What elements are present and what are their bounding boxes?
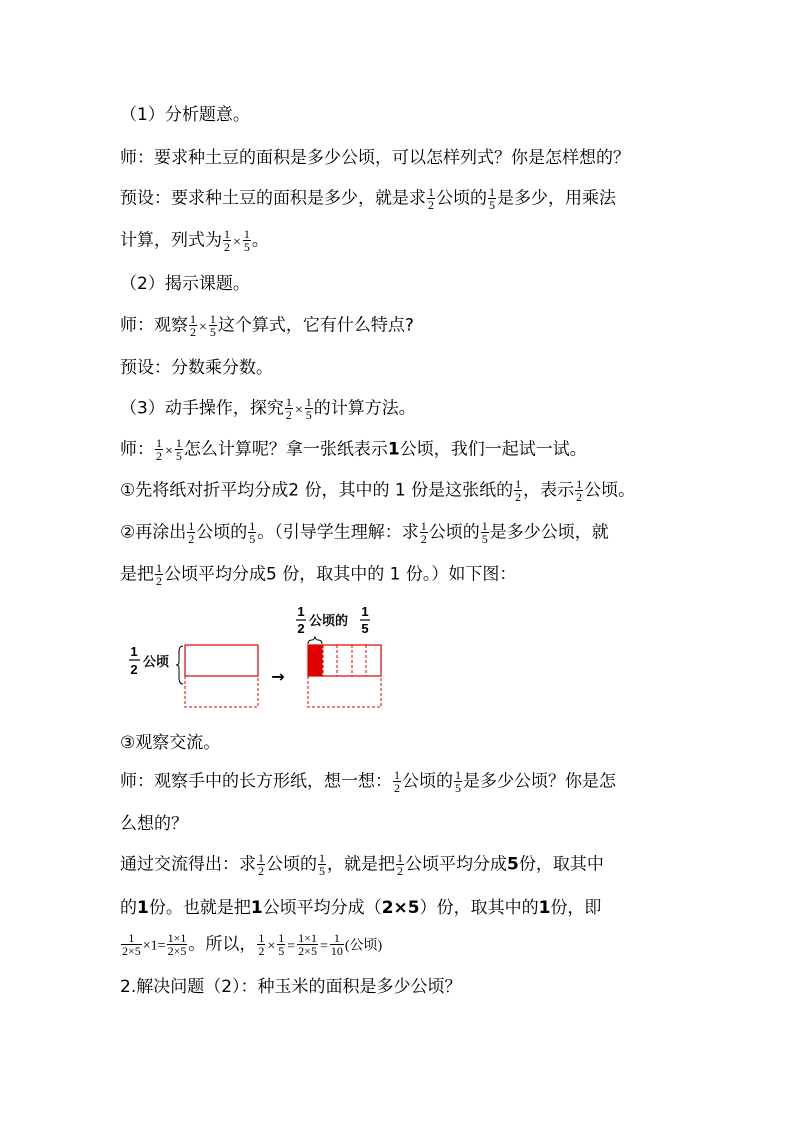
text: ）份，取其中的 bbox=[419, 898, 539, 918]
unit-label: (公顷) bbox=[344, 938, 383, 954]
shaded-one-fifth bbox=[308, 645, 322, 676]
times-sign: × bbox=[294, 402, 303, 418]
preset-answer bbox=[120, 356, 273, 380]
teacher-question-4-cont bbox=[120, 812, 188, 836]
step-circle-3 bbox=[120, 731, 220, 755]
times-sign: × bbox=[267, 938, 276, 954]
top-fraction-den: 2 bbox=[297, 621, 305, 636]
text: ②再涂出 bbox=[120, 522, 187, 543]
denominator: 5 bbox=[249, 532, 256, 546]
numerator: 1 bbox=[258, 931, 265, 945]
numerator: 1 bbox=[249, 519, 256, 533]
numerator: 1 bbox=[397, 851, 403, 865]
fraction-1x1-over-2x5 bbox=[167, 932, 188, 957]
numerator: 1 bbox=[128, 931, 135, 945]
fraction-one-half bbox=[393, 769, 401, 794]
text: 公顷，我们一起试一试。 bbox=[399, 439, 587, 460]
numerator: 1 bbox=[489, 185, 495, 199]
text: 是多少公顷？你是怎 bbox=[463, 771, 616, 792]
numerator: 1 bbox=[258, 851, 264, 865]
bold-expression: 2×5 bbox=[381, 898, 420, 918]
top-fraction-num: 1 bbox=[297, 604, 305, 619]
top-label: 公顷的 bbox=[309, 614, 349, 629]
numerator: 1 bbox=[285, 395, 292, 409]
text: 是多少公顷，就 bbox=[489, 522, 609, 543]
text: 。所以， bbox=[188, 934, 257, 955]
equals-sign: = bbox=[287, 938, 296, 954]
text: 么想的？ bbox=[120, 814, 188, 834]
fraction-one-half bbox=[420, 520, 428, 545]
step-3-heading bbox=[120, 396, 416, 423]
bold-number: 1 bbox=[387, 439, 400, 460]
numerator: 1 bbox=[576, 477, 583, 491]
denominator: 2 bbox=[515, 490, 522, 504]
numerator: 1 bbox=[175, 436, 182, 450]
denominator: 5 bbox=[481, 532, 488, 546]
fraction-one-fifth bbox=[481, 520, 489, 545]
other-half-dashed-rect bbox=[185, 676, 258, 707]
text: 公顷的 bbox=[196, 522, 248, 543]
fraction-one-fifth bbox=[248, 520, 256, 545]
teacher-question-4 bbox=[120, 769, 616, 794]
left-fraction-den: 2 bbox=[130, 662, 138, 677]
numerator: 1 bbox=[305, 395, 312, 409]
step-circle-1 bbox=[120, 478, 635, 503]
half-sheet-rect bbox=[185, 645, 258, 676]
preset-line-2 bbox=[120, 228, 269, 255]
fraction-one-half bbox=[189, 313, 197, 338]
text: 公顷的 bbox=[402, 771, 453, 792]
fraction-one-fifth bbox=[277, 932, 285, 957]
denominator: 10 bbox=[330, 944, 343, 958]
denominator: 2×5 bbox=[298, 944, 317, 958]
denominator: 2 bbox=[258, 864, 264, 878]
step-circle-2 bbox=[120, 520, 609, 545]
denominator: 2 bbox=[394, 781, 400, 795]
text: 预设：分数乘分数。 bbox=[120, 358, 273, 378]
denominator: 2 bbox=[285, 408, 292, 422]
text: 公顷。 bbox=[584, 480, 636, 501]
text: 。 bbox=[251, 230, 269, 251]
denominator: 2 bbox=[156, 449, 162, 463]
fraction-one-tenth bbox=[330, 932, 344, 957]
numerator: 1 bbox=[420, 519, 427, 533]
fraction-one-half bbox=[187, 520, 195, 545]
numerator: 1 bbox=[188, 519, 195, 533]
teacher-question-2 bbox=[120, 313, 414, 340]
fraction-one-over-2x5 bbox=[121, 932, 142, 957]
text: 份。也就是把 bbox=[148, 898, 251, 918]
text: ，就是把 bbox=[327, 854, 395, 875]
denominator: 5 bbox=[455, 781, 461, 795]
bold-number: 1 bbox=[250, 898, 263, 918]
step-2-heading bbox=[120, 272, 250, 296]
text: 通过交流得出：求 bbox=[120, 854, 256, 875]
text: 2.解决问题（2）：种玉米的面积是多少公顷？ bbox=[120, 977, 462, 997]
numerator: 1 bbox=[209, 312, 216, 326]
fraction-one-half bbox=[396, 852, 404, 877]
denominator: 2×5 bbox=[122, 944, 141, 958]
numerator: 1 bbox=[428, 185, 434, 199]
text: 公顷平均分成5 份，取其中的 1 份。）如下图： bbox=[164, 564, 517, 585]
text: 公顷平均分成 bbox=[405, 854, 507, 875]
fraction-one-half bbox=[514, 478, 522, 503]
denominator: 2 bbox=[188, 532, 195, 546]
times-one-equals: ×1= bbox=[142, 938, 166, 954]
denominator: 2 bbox=[258, 944, 265, 958]
numerator: 1 bbox=[333, 931, 340, 945]
denominator: 2 bbox=[428, 198, 434, 212]
fraction-one-half bbox=[575, 478, 583, 503]
paper-folding-diagram bbox=[128, 600, 388, 720]
text: 预设：要求种土豆的面积是多少，就是求 bbox=[120, 188, 426, 209]
text: 公顷的 bbox=[436, 188, 487, 209]
numerator: 1 bbox=[278, 931, 285, 945]
other-half-dashed-rect-2 bbox=[308, 676, 381, 707]
times-sign: × bbox=[165, 443, 173, 459]
text: 份，即 bbox=[550, 898, 602, 918]
left-label: 公顷 bbox=[143, 655, 170, 670]
bold-number: 5 bbox=[507, 854, 519, 875]
numerator: 1 bbox=[190, 312, 196, 326]
denominator: 5 bbox=[175, 449, 182, 463]
right-arrow-icon: → bbox=[271, 667, 285, 686]
step-2-text: （2）揭示课题。 bbox=[120, 274, 250, 294]
denominator: 2×5 bbox=[167, 944, 187, 958]
teacher-question-3 bbox=[120, 437, 587, 464]
denominator: 2 bbox=[156, 574, 162, 588]
text: 的 bbox=[120, 898, 137, 918]
conclusion-line-1 bbox=[120, 852, 604, 877]
text: 这个算式，它有什么特点? bbox=[217, 315, 414, 336]
equals-sign: = bbox=[319, 938, 328, 954]
text: 师：观察手中的长方形纸，想一想： bbox=[120, 771, 392, 792]
fraction-one-fifth bbox=[454, 769, 462, 794]
times-sign: × bbox=[199, 319, 207, 335]
preset-line-1 bbox=[120, 186, 616, 211]
fraction-one-fifth bbox=[488, 186, 496, 211]
fraction-one-half bbox=[257, 852, 265, 877]
text: ③观察交流。 bbox=[120, 733, 221, 753]
denominator: 5 bbox=[209, 325, 216, 339]
denominator: 2 bbox=[576, 490, 583, 504]
text: 是把 bbox=[120, 564, 154, 585]
teacher-question-1-text: 师：要求种土豆的面积是多少公顷，可以怎样列式？你是怎样想的？ bbox=[120, 148, 630, 168]
text: 计算，列式为 bbox=[120, 230, 222, 251]
text: 公顷的 bbox=[266, 854, 317, 875]
denominator: 5 bbox=[243, 240, 250, 254]
bold-number: 1 bbox=[137, 898, 149, 918]
fraction-one-half bbox=[257, 932, 265, 957]
conclusion-line-2 bbox=[120, 896, 601, 920]
top-fraction2-num: 1 bbox=[361, 604, 369, 619]
numerator: 1 bbox=[515, 477, 522, 491]
teacher-question-1 bbox=[120, 146, 630, 170]
fraction-one-fifth bbox=[209, 313, 217, 338]
text: 公顷的 bbox=[428, 522, 480, 543]
left-fraction-num: 1 bbox=[130, 644, 138, 659]
denominator: 2 bbox=[420, 532, 427, 546]
fraction-one-half bbox=[285, 396, 293, 421]
text: 怎么计算呢？拿一张纸表示 bbox=[183, 439, 388, 460]
denominator: 5 bbox=[278, 944, 285, 958]
text: 份，取其中 bbox=[518, 854, 604, 875]
numerator: 1 bbox=[481, 519, 488, 533]
denominator: 5 bbox=[489, 198, 495, 212]
numerator: 1 bbox=[156, 436, 162, 450]
numerator: 1×1 bbox=[167, 931, 187, 945]
times-sign: × bbox=[233, 234, 241, 250]
fraction-1x1-over-2x5 bbox=[297, 932, 318, 957]
numerator: 1 bbox=[156, 561, 162, 575]
text: 师： bbox=[120, 439, 154, 460]
top-fraction2-den: 5 bbox=[361, 621, 369, 636]
text: 的计算方法。 bbox=[313, 398, 416, 419]
fraction-one-fifth bbox=[305, 396, 313, 421]
fraction-one-half bbox=[155, 437, 163, 462]
denominator: 2 bbox=[397, 864, 403, 878]
text: ，表示 bbox=[523, 480, 575, 501]
text: 。（引导学生理解：求 bbox=[257, 522, 419, 543]
numerator: 1 bbox=[319, 851, 325, 865]
fraction-one-fifth bbox=[175, 437, 183, 462]
text: 师：观察 bbox=[120, 315, 188, 336]
numerator: 1×1 bbox=[298, 931, 317, 945]
text: 是多少，用乘法 bbox=[497, 188, 616, 209]
problem-2-heading bbox=[120, 975, 462, 999]
denominator: 5 bbox=[305, 408, 312, 422]
top-brace bbox=[308, 637, 322, 644]
text: 公顷平均分成（ bbox=[262, 898, 382, 918]
formula-line bbox=[120, 932, 382, 959]
numerator: 1 bbox=[455, 768, 461, 782]
step-1-text: （1）分析题意。 bbox=[120, 105, 250, 125]
fraction-one-half bbox=[155, 562, 163, 587]
text: （3）动手操作，探究 bbox=[120, 398, 284, 419]
numerator: 1 bbox=[243, 227, 250, 241]
step-1-heading bbox=[120, 103, 250, 127]
denominator: 2 bbox=[190, 325, 196, 339]
numerator: 1 bbox=[394, 768, 400, 782]
bold-number: 1 bbox=[538, 898, 551, 918]
fraction-one-fifth bbox=[318, 852, 326, 877]
fraction-one-half bbox=[427, 186, 435, 211]
step-circle-2-cont bbox=[120, 562, 516, 587]
left-brace bbox=[176, 646, 183, 684]
text: ①先将纸对折平均分成2 份，其中的 1 份是这张纸的 bbox=[120, 480, 514, 501]
denominator: 2 bbox=[224, 240, 230, 254]
denominator: 5 bbox=[319, 864, 325, 878]
numerator: 1 bbox=[224, 227, 230, 241]
fraction-one-fifth bbox=[243, 228, 251, 253]
fraction-one-half bbox=[223, 228, 231, 253]
